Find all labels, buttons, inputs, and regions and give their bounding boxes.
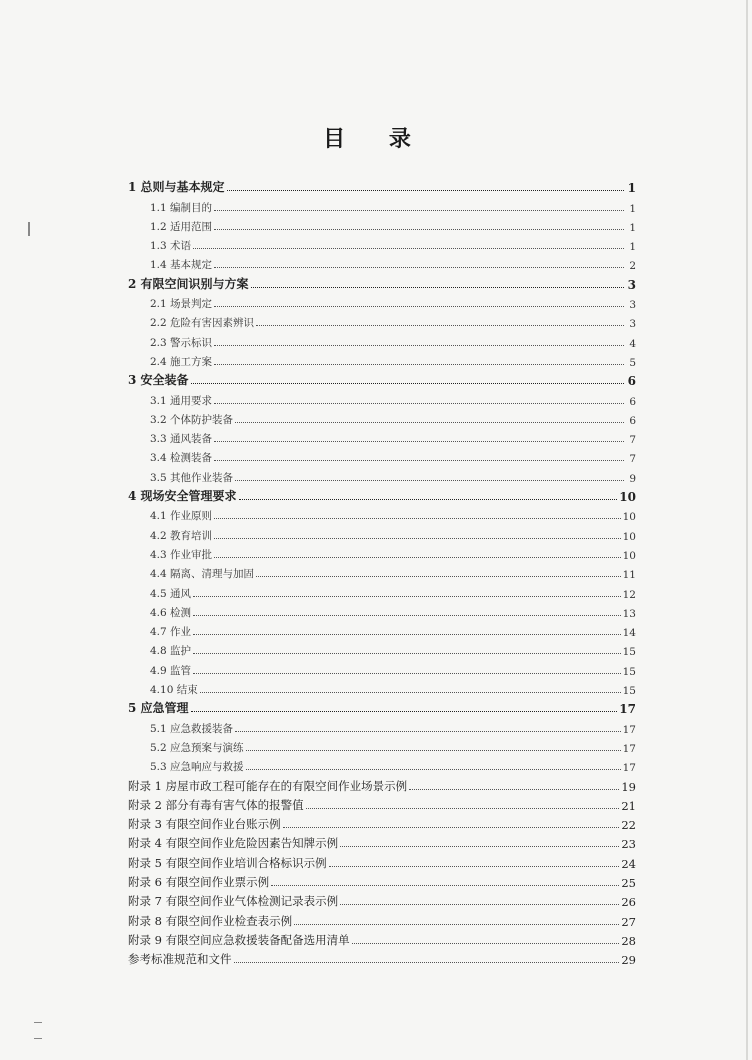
toc-entry-label: 4.5 通风 [150,587,192,600]
toc-entry-label: 1.3 术语 [150,240,192,253]
toc-entry-label: 2.4 施工方案 [150,355,213,368]
toc-entry[interactable] [128,929,636,948]
toc-entry[interactable] [128,716,636,735]
toc-entry-label: 2.3 警示标识 [150,336,213,349]
toc-entry-page-number: 3 [627,277,636,292]
scan-mark [34,1022,42,1023]
toc-entry-page-number: 9 [629,472,636,485]
toc-entry-label: 附录 5 有限空间作业培训合格标识示例 [128,855,327,870]
dot-leader [235,731,621,732]
dot-leader [214,441,624,442]
toc-entry[interactable] [128,755,636,774]
dot-leader [214,267,624,268]
scan-edge [746,0,748,1060]
toc-entry-page-number: 6 [629,395,636,408]
toc-entry-page-number: 17 [619,702,636,717]
toc-entry-page-number: 21 [621,798,636,813]
toc-entry-page-number: 6 [627,374,636,389]
dot-leader [214,403,624,404]
scan-mark [34,1038,42,1039]
page-title: 目 录 [323,126,429,152]
toc-entry[interactable] [128,234,636,253]
dot-leader [193,673,621,674]
toc-entry[interactable] [128,832,636,851]
toc-entry-label: 附录 2 部分有毒有害气体的报警值 [128,797,304,812]
toc-entry-page-number: 7 [629,434,636,447]
dot-leader [306,808,620,809]
toc-entry[interactable] [128,774,636,793]
toc-entry-page-number: 15 [622,665,636,678]
dot-leader [191,711,618,712]
toc-entry-label: 2 有限空间识别与方案 [128,276,249,291]
toc-entry-page-number: 10 [619,490,636,505]
dot-leader [193,634,621,635]
toc-entry[interactable] [128,504,636,523]
toc-entry-page-number: 14 [622,627,636,640]
toc-entry[interactable] [128,639,636,658]
dot-leader [256,325,624,326]
toc-entry[interactable] [128,292,636,311]
dot-leader [193,653,621,654]
toc-entry[interactable] [128,311,636,330]
toc-entry[interactable] [128,215,636,234]
toc-entry-page-number: 3 [629,299,636,312]
dot-leader [214,460,624,461]
dot-leader [271,885,619,886]
toc-entry[interactable] [128,195,636,214]
toc-entry-label: 4.4 隔离、清理与加固 [150,568,255,581]
toc-entry-label: 3.2 个体防护装备 [150,413,234,426]
dot-leader [193,248,624,249]
toc-entry[interactable] [128,736,636,755]
toc-entry-label: 1 总则与基本规定 [128,180,225,195]
toc-entry-label: 3.4 检测装备 [150,452,213,465]
toc-entry-label: 1.1 编制目的 [150,201,213,214]
toc-entry-label: 4.2 教育培训 [150,529,213,542]
toc-entry[interactable] [128,388,636,407]
toc-entry-label: 4.3 作业审批 [150,548,213,561]
toc-entry-label: 4.9 监管 [150,664,192,677]
toc-entry[interactable] [128,948,636,967]
toc-entry-label: 附录 9 有限空间应急救援装备配备选用清单 [128,932,350,947]
dot-leader [193,596,621,597]
toc-entry-page-number: 28 [621,933,636,948]
dot-leader [235,422,624,423]
toc-entry[interactable] [128,794,636,813]
toc-entry-label: 附录 4 有限空间作业危险因素告知牌示例 [128,836,339,851]
toc-entry[interactable] [128,601,636,620]
dot-leader [409,789,619,790]
toc-entry-label: 4.10 结束 [150,684,198,697]
toc-entry-label: 4.6 检测 [150,606,192,619]
toc-entry-page-number: 2 [629,260,636,273]
dot-leader [214,557,621,558]
toc-entry[interactable] [128,562,636,581]
toc-entry-label: 5.1 应急救援装备 [150,722,234,735]
toc-entry[interactable] [128,523,636,542]
dot-leader [329,866,620,867]
toc-entry[interactable] [128,485,636,504]
toc-entry[interactable] [128,813,636,832]
toc-entry-label: 1.4 基本规定 [150,259,213,272]
toc-entry[interactable] [128,272,636,291]
toc-entry-page-number: 15 [622,685,636,698]
toc-entry-label: 4.8 监护 [150,645,192,658]
dot-leader [294,924,619,925]
dot-leader [214,345,624,346]
dot-leader [227,190,624,191]
toc-entry[interactable] [128,350,636,369]
dot-leader [239,499,618,500]
toc-entry[interactable] [128,909,636,928]
toc-entry-page-number: 17 [622,742,636,755]
toc-entry-page-number: 12 [622,588,636,601]
dot-leader [214,364,624,365]
toc-entry-page-number: 5 [629,356,636,369]
scan-mark [28,222,30,236]
toc-entry-label: 2.2 危险有害因素辨识 [150,317,255,330]
toc-entry-label: 2.1 场景判定 [150,298,213,311]
dot-leader [200,692,621,693]
toc-entry-page-number: 10 [622,530,636,543]
toc-entry[interactable] [128,369,636,388]
toc-entry[interactable] [128,871,636,890]
toc-entry-page-number: 15 [622,646,636,659]
dot-leader [214,538,621,539]
toc-entry-label: 3 安全装备 [128,373,189,388]
dot-leader [340,904,619,905]
toc-entry-label: 5 应急管理 [128,701,189,716]
toc-entry-page-number: 1 [627,181,636,196]
toc-entry[interactable] [128,851,636,870]
toc-entry[interactable] [128,620,636,639]
toc-entry-page-number: 10 [622,549,636,562]
dot-leader [191,383,624,384]
toc-entry[interactable] [128,330,636,349]
toc-entry[interactable] [128,176,636,195]
toc-entry-label: 附录 8 有限空间作业检查表示例 [128,913,293,928]
toc-entry-page-number: 11 [622,569,636,582]
toc-entry-page-number: 17 [622,762,636,775]
toc-entry[interactable] [128,253,636,272]
toc-entry-label: 附录 6 有限空间作业票示例 [128,874,270,889]
toc-entry-page-number: 1 [629,221,636,234]
toc-entry[interactable] [128,427,636,446]
dot-leader [214,306,624,307]
dot-leader [340,846,619,847]
toc-entry-label: 附录 3 有限空间作业台账示例 [128,817,281,832]
toc-entry[interactable] [128,697,636,716]
toc-entry[interactable] [128,581,636,600]
toc-entry-label: 附录 1 房屋市政工程可能存在的有限空间作业场景示例 [128,778,408,793]
toc-entry-page-number: 4 [629,337,636,350]
toc-entry[interactable] [128,446,636,465]
table-of-contents [128,176,636,967]
toc-entry[interactable] [128,543,636,562]
dot-leader [352,943,620,944]
toc-entry-label: 3.1 通用要求 [150,394,213,407]
toc-entry[interactable] [128,408,636,427]
toc-entry-page-number: 1 [629,202,636,215]
toc-entry-page-number: 19 [621,779,636,794]
dot-leader [246,750,621,751]
dot-leader [246,769,621,770]
dot-leader [193,615,621,616]
toc-entry-page-number: 7 [629,453,636,466]
toc-entry-page-number: 27 [621,914,636,929]
dot-leader [214,210,624,211]
toc-entry-page-number: 6 [629,414,636,427]
toc-entry[interactable] [128,678,636,697]
toc-entry-page-number: 29 [621,953,636,968]
toc-entry-page-number: 24 [621,856,636,871]
toc-entry-label: 5.2 应急预案与演练 [150,741,244,754]
dot-leader [234,962,620,963]
dot-leader [256,576,621,577]
dot-leader [214,229,624,230]
toc-entry-label: 5.3 应急响应与救援 [150,761,244,774]
toc-entry-label: 4.7 作业 [150,626,192,639]
dot-leader [283,827,620,828]
dot-leader [214,518,621,519]
toc-entry-page-number: 10 [622,511,636,524]
toc-entry-label: 4.1 作业原则 [150,510,213,523]
dot-leader [235,480,624,481]
toc-entry-page-number: 3 [629,318,636,331]
toc-entry[interactable] [128,658,636,677]
toc-entry-label: 附录 7 有限空间作业气体检测记录表示例 [128,894,339,909]
toc-entry-page-number: 17 [622,723,636,736]
toc-entry-label: 4 现场安全管理要求 [128,489,237,504]
toc-entry-label: 3.5 其他作业装备 [150,471,234,484]
toc-entry-label: 1.2 适用范围 [150,220,213,233]
toc-entry[interactable] [128,465,636,484]
toc-entry-page-number: 22 [621,818,636,833]
toc-entry-page-number: 25 [621,875,636,890]
toc-entry-label: 3.3 通风装备 [150,433,213,446]
toc-entry-page-number: 1 [629,241,636,254]
toc-entry[interactable] [128,890,636,909]
toc-entry-page-number: 26 [621,895,636,910]
toc-entry-page-number: 23 [621,837,636,852]
dot-leader [251,287,624,288]
toc-entry-label: 参考标准规范和文件 [128,952,232,967]
toc-entry-page-number: 13 [622,607,636,620]
